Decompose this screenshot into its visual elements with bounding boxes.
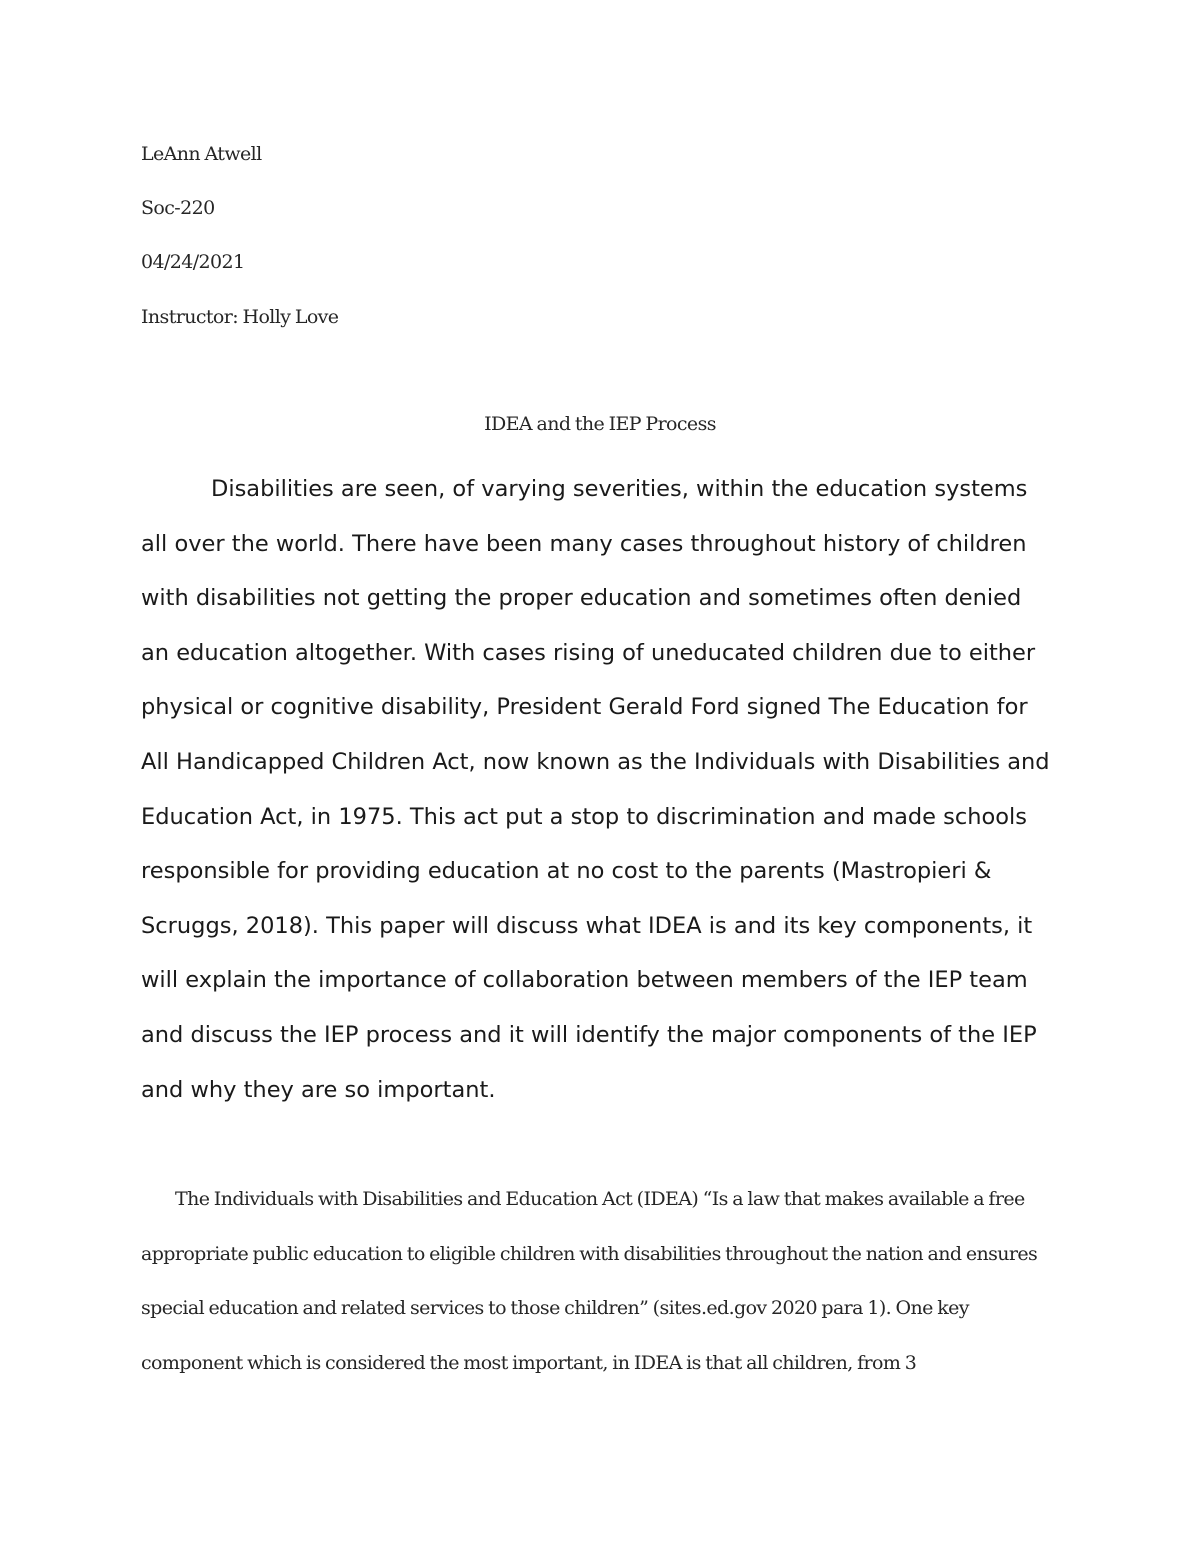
document-date: 04/24/2021 — [141, 251, 245, 273]
document-title: IDEA and the IEP Process — [484, 413, 716, 435]
course-code: Soc-220 — [141, 197, 215, 219]
body-paragraph: The Individuals with Disabilities and Education Act (IDEA) “Is a law that makes available a free appropriate public education to eligible children with disabilities throughout the nation and ensures special education and related services to those children” (sites.ed.gov 2020 para 1). One key component which is considered the most important, in IDEA is that all children, from 3 — [141, 1188, 1038, 1374]
intro-paragraph: Disabilities are seen, of varying severities, within the education systems all over the world. There have been many cases throughout history of children with disabilities not getting the proper education and sometimes often denied an education altogether. With cases rising of uneducated children due to either physical or cognitive disability, President Gerald Ford signed The Education for All Handicapped Children Act, now known as the Individuals with Disabilities and Education Act, in 1975. This act put a stop to discrimination and made schools responsible for providing education at no cost to the parents (Mastropieri & Scruggs, 2018). This paper will discuss what IDEA is and its key components, it will explain the importance of collaboration between members of the IEP team and discuss the IEP process and it will identify the major components of the IEP and why they are so important. — [141, 476, 1050, 1103]
instructor-line: Instructor: Holly Love — [141, 306, 339, 328]
author-name: LeAnn Atwell — [141, 143, 262, 165]
